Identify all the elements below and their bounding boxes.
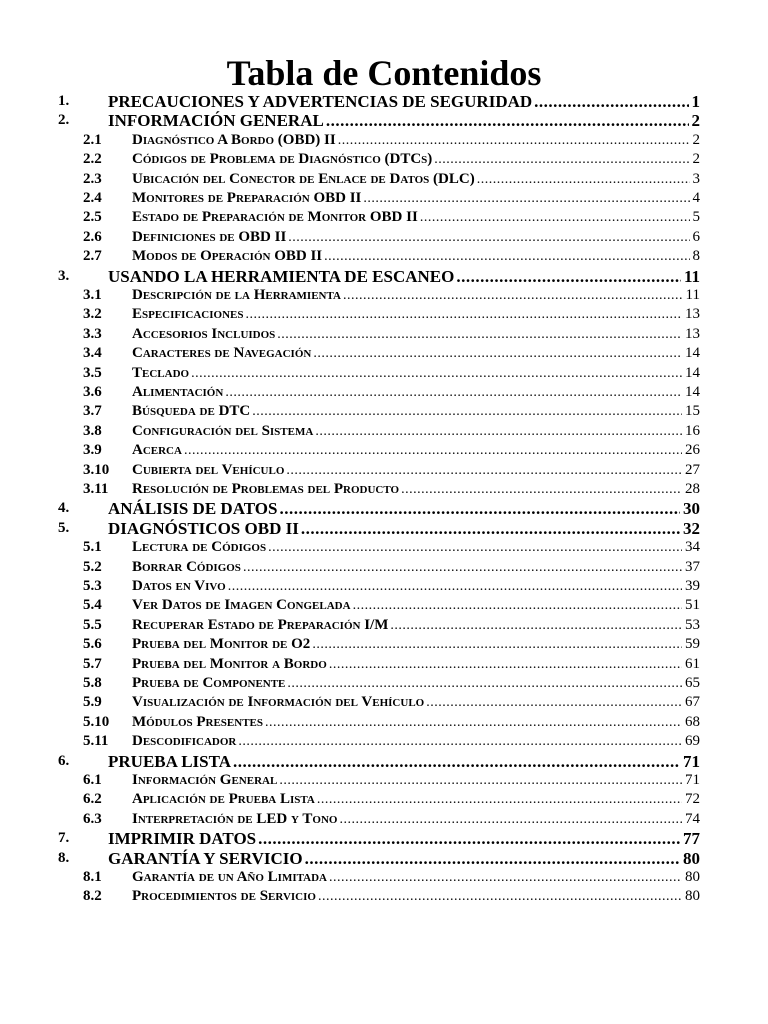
toc-section-entry [0,461,768,480]
toc-entry-line [132,674,700,693]
toc-entry-line [108,849,700,868]
toc-entry-number: 3.4 [83,345,102,362]
toc-page-number: 71 [683,751,700,771]
toc-dot-leader [313,344,682,363]
toc-page-number: 67 [685,694,700,711]
toc-entry-title: DIAGNÓSTICOS OBD II [108,518,299,538]
toc-section-entry [0,208,768,227]
toc-entry-title: PRECAUCIONES Y ADVERTENCIAS DE SEGURIDAD [108,92,533,111]
toc-page-number: 14 [685,345,700,362]
toc-entry-title: Datos en Vivo [132,578,226,594]
toc-entry-number: 3.7 [83,403,102,420]
toc-entry-line [132,693,700,712]
toc-dot-leader [268,538,682,557]
toc-chapter-entry [0,111,768,130]
toc-page-number: 80 [685,869,700,885]
toc-entry-number: 8.2 [83,888,102,905]
toc-section-entry [0,480,768,499]
toc-page-number: 2 [691,111,700,131]
toc-page-number: 77 [683,829,700,849]
toc-page-number: 8 [692,248,700,265]
toc-entry-title: Aplicación de Prueba Lista [132,791,315,808]
toc-entry-line [132,344,700,363]
toc-entry-number: 8. [58,849,70,866]
toc-entry-line [132,868,700,887]
toc-section-entry [0,189,768,208]
toc-entry-number: 1. [58,93,70,109]
toc-page-number: 11 [685,287,700,303]
toc-section-entry [0,810,768,829]
toc-entry-number: 3.8 [83,422,102,439]
toc-entry-line [132,461,700,480]
toc-entry-line [108,267,700,286]
toc-dot-leader [191,364,682,383]
toc-dot-leader [277,325,682,344]
toc-section-entry [0,887,768,906]
toc-entry-line [132,208,700,227]
toc-entry-line [108,111,700,130]
toc-entry-number: 5.8 [83,675,102,691]
toc-entry-number: 5.2 [83,558,102,575]
toc-entry-number: 3.10 [83,461,110,478]
toc-entry-line [132,422,700,441]
toc-entry-title: Búsqueda de DTC [132,403,251,420]
toc-page-number: 71 [685,772,700,788]
toc-entry-title: Diagnóstico A Bordo (OBD) II [132,131,336,148]
toc-entry-line [132,247,700,266]
toc-entry-number: 3.3 [83,325,102,342]
toc-entry-title: Modos de Operación OBD II [132,248,323,265]
toc-entry-line [132,771,700,790]
toc-entry-title: Monitores de Preparación OBD II [132,190,362,206]
toc-entry-line [132,655,700,674]
toc-page-number: 37 [685,558,700,575]
toc-entry-number: 3.6 [83,384,102,400]
toc-entry-title: INFORMACIÓN GENERAL [108,111,324,131]
toc-dot-leader [318,887,682,906]
toc-entry-number: 5.1 [83,539,102,556]
toc-entry-number: 6.3 [83,810,102,827]
toc-entry-number: 5.6 [83,636,102,653]
toc-page-number: 26 [685,442,700,459]
toc-entry-title: Configuración del Sistema [132,422,314,439]
toc-entry-line [132,713,700,732]
toc-entry-number: 3.5 [83,364,102,381]
toc-dot-leader [326,111,689,130]
toc-entry-line [108,829,700,848]
toc-entry-number: 2. [58,112,70,129]
toc-entry-title: Teclado [132,364,190,381]
toc-entry-line [132,402,700,421]
toc-dot-leader [317,790,682,809]
toc-section-entry [0,635,768,654]
toc-dot-leader [401,480,682,499]
toc-page-number: 68 [685,713,700,730]
toc-dot-leader [329,655,682,674]
toc-section-entry [0,131,768,150]
toc-entry-number: 5.4 [83,597,102,614]
toc-entry-title: Visualización de Información del Vehículo [132,694,425,711]
toc-entry-line [132,383,700,402]
toc-chapter-entry [0,829,768,848]
toc-dot-leader [343,286,683,305]
toc-page-number: 28 [685,481,700,497]
toc-page-number: 74 [685,810,700,827]
toc-entry-number: 5. [58,519,70,536]
toc-section-entry [0,577,768,596]
toc-section-entry [0,150,768,169]
toc-entry-line [132,441,700,460]
toc-section-entry [0,868,768,887]
toc-entry-title: Definiciones de OBD II [132,228,287,245]
toc-entry-number: 2.7 [83,248,102,265]
toc-dot-leader [245,305,682,324]
toc-entry-line [132,286,700,305]
toc-section-entry [0,228,768,247]
toc-page-number: 14 [685,384,700,400]
toc-page-number: 65 [685,675,700,691]
toc-chapter-entry [0,519,768,538]
toc-chapter-entry [0,849,768,868]
toc-page-number: 2 [692,131,700,148]
toc-page-number: 69 [685,733,700,750]
toc-entry-title: Prueba del Monitor a Bordo [132,655,327,672]
toc-entry-title: ANÁLISIS DE DATOS [108,499,278,519]
toc-section-entry [0,402,768,421]
toc-dot-leader [456,267,681,286]
toc-dot-leader [287,674,682,693]
toc-section-entry [0,655,768,674]
toc-dot-leader [329,868,682,887]
toc-dot-leader [279,499,680,518]
toc-section-entry [0,674,768,693]
toc-entry-line [132,170,700,189]
toc-entry-title: Borrar Códigos [132,558,241,575]
toc-chapter-entry [0,267,768,286]
toc-section-entry [0,790,768,809]
toc-page-number: 6 [692,228,700,245]
toc-entry-title: GARANTÍA Y SERVICIO [108,848,303,868]
toc-entry-title: Cubierta del Vehículo [132,461,285,478]
toc-entry-title: Prueba del Monitor de O2 [132,636,311,653]
toc-chapter-entry [0,752,768,771]
toc-entry-number: 3.2 [83,306,102,323]
toc-page-number: 14 [685,364,700,381]
toc-page-number: 39 [685,578,700,594]
toc-entry-line [132,325,700,344]
toc-entry-line [132,538,700,557]
toc-entry-title: Ubicación del Conector de Enlace de Datos (DLC) [132,170,475,187]
toc-entry-title: Descodificador [132,733,237,750]
toc-dot-leader [265,713,682,732]
toc-entry-number: 2.5 [83,209,102,226]
toc-page-number: 2 [692,151,700,168]
toc-page-number: 80 [685,888,700,905]
toc-section-entry [0,305,768,324]
toc-section-entry [0,558,768,577]
toc-section-entry [0,441,768,460]
toc-entry-line [132,480,700,499]
toc-entry-line [132,887,700,906]
toc-entry-number: 3.9 [83,442,102,459]
toc-section-entry [0,422,768,441]
toc-entry-number: 4. [58,500,70,517]
toc-entry-title: Lectura de Códigos [132,539,267,556]
toc-page-number: 32 [683,518,700,538]
toc-dot-leader [279,771,682,790]
toc-dot-leader [228,577,682,596]
toc-section-entry [0,713,768,732]
toc-entry-title: Procedimientos de Servicio [132,888,316,905]
toc-dot-leader [390,616,682,635]
toc-entry-title: Alimentación [132,384,224,400]
toc-dot-leader [225,383,682,402]
toc-entry-number: 8.1 [83,869,102,885]
toc-entry-number: 2.6 [83,228,102,245]
toc-entry-number: 5.5 [83,616,102,633]
toc-entry-title: Garantía de un Año Limitada [132,869,327,885]
toc-page-number: 51 [685,597,700,614]
toc-section-entry [0,344,768,363]
toc-dot-leader [477,170,690,189]
toc-entry-title: Acerca [132,442,182,459]
toc-entry-line [108,92,700,111]
toc-dot-leader [324,247,689,266]
toc-entry-line [132,635,700,654]
toc-entry-title: Prueba de Componente [132,675,286,691]
toc-page-number: 13 [685,306,700,323]
toc-entry-number: 6.2 [83,791,102,808]
toc-page-number: 80 [683,848,700,868]
toc-entry-title: Información General [132,772,278,788]
toc-entry-number: 3.1 [83,287,102,303]
toc-entry-number: 3. [58,267,70,284]
toc-section-entry [0,538,768,557]
toc-entry-title: Especificaciones [132,306,244,323]
toc-entry-title: Descripción de la Herramienta [132,287,341,303]
toc-dot-leader [534,92,688,111]
toc-entry-line [132,558,700,577]
toc-chapter-entry [0,499,768,518]
toc-page-number: 5 [692,209,700,226]
toc-entry-number: 5.11 [83,733,109,750]
toc-dot-leader [233,752,680,771]
toc-entry-title: Interpretación de LED y Tono [132,810,338,827]
toc-entry-line [132,131,700,150]
toc-page-number: 15 [685,403,700,420]
toc-entry-title: Módulos Presentes [132,713,263,730]
toc-entry-line [132,577,700,596]
toc-dot-leader [252,402,682,421]
toc-page-number: 16 [685,422,700,439]
toc-page-number: 61 [685,655,700,672]
toc-dot-leader [305,849,680,868]
toc-entry-line [132,616,700,635]
toc-entry-number: 2.3 [83,170,102,187]
toc-section-entry [0,693,768,712]
toc-page-number: 53 [685,616,700,633]
toc-chapter-entry [0,92,768,111]
toc-entry-number: 5.7 [83,655,102,672]
toc-section-entry [0,596,768,615]
toc-dot-leader [363,189,689,208]
toc-entry-title: USANDO LA HERRAMIENTA DE ESCANEO [108,266,455,286]
toc-page-number: 4 [692,190,700,206]
toc-page-number: 59 [685,636,700,653]
toc-section-entry [0,325,768,344]
toc-dot-leader [315,422,682,441]
toc-dot-leader [434,150,689,169]
toc-entry-title: Recuperar Estado de Preparación I/M [132,616,389,633]
toc-dot-leader [238,732,682,751]
toc-entry-number: 2.4 [83,190,102,206]
toc-entry-line [132,810,700,829]
toc-page-number: 3 [692,170,700,187]
toc-dot-leader [243,558,682,577]
toc-section-entry [0,286,768,305]
toc-dot-leader [184,441,682,460]
toc-section-entry [0,732,768,751]
page-title: Tabla de Contenidos [226,53,542,93]
toc-entry-title: IMPRIMIR DATOS [108,829,257,849]
toc-entry-line [108,519,700,538]
toc-dot-leader [353,596,682,615]
toc-entry-number: 6.1 [83,772,102,788]
toc-entry-line [132,189,700,208]
toc-entry-title: Accesorios Incluidos [132,325,276,342]
toc-entry-number: 6. [58,752,70,769]
toc-entry-number: 2.2 [83,151,102,168]
toc-entry-line [132,364,700,383]
toc-dot-leader [339,810,682,829]
toc-entry-title: Estado de Preparación de Monitor OBD II [132,209,418,226]
toc-entry-line [108,752,700,771]
toc-dot-leader [288,228,689,247]
toc-entry-line [132,732,700,751]
toc-entry-line [108,499,700,518]
toc-section-entry [0,616,768,635]
toc-section-entry [0,383,768,402]
toc-entry-number: 7. [58,830,70,847]
toc-dot-leader [286,461,682,480]
toc-entry-title: Caracteres de Navegación [132,345,312,362]
toc-page-number: 30 [683,499,700,519]
toc-entry-number: 3.11 [83,481,109,497]
toc-entry-number: 5.3 [83,578,102,594]
toc-page-number: 1 [691,92,700,111]
toc-entry-number: 5.10 [83,713,110,730]
toc-dot-leader [312,635,682,654]
toc-entry-line [132,228,700,247]
toc-section-entry [0,364,768,383]
toc-dot-leader [420,208,690,227]
toc-entry-title: Resolución de Problemas del Producto [132,481,400,497]
toc-page-number: 34 [685,539,700,556]
toc-entry-line [132,790,700,809]
toc-section-entry [0,247,768,266]
toc-entry-number: 2.1 [83,131,102,148]
toc-dot-leader [338,131,690,150]
toc-entry-title: Ver Datos de Imagen Congelada [132,597,351,614]
toc-page-number: 27 [685,461,700,478]
toc-page-number: 11 [683,266,700,286]
toc-dot-leader [301,519,680,538]
toc-entry-line [132,596,700,615]
toc-entry-line [132,150,700,169]
toc-page-number: 13 [685,325,700,342]
toc-entry-title: PRUEBA LISTA [108,751,231,771]
toc-page-number: 72 [685,791,700,808]
toc-entry-number: 5.9 [83,694,102,711]
toc-entry-line [132,305,700,324]
toc-dot-leader [258,829,680,848]
toc-section-entry [0,771,768,790]
toc-entry-title: Códigos de Problema de Diagnóstico (DTCs) [132,151,433,168]
toc-section-entry [0,170,768,189]
toc-dot-leader [426,693,682,712]
